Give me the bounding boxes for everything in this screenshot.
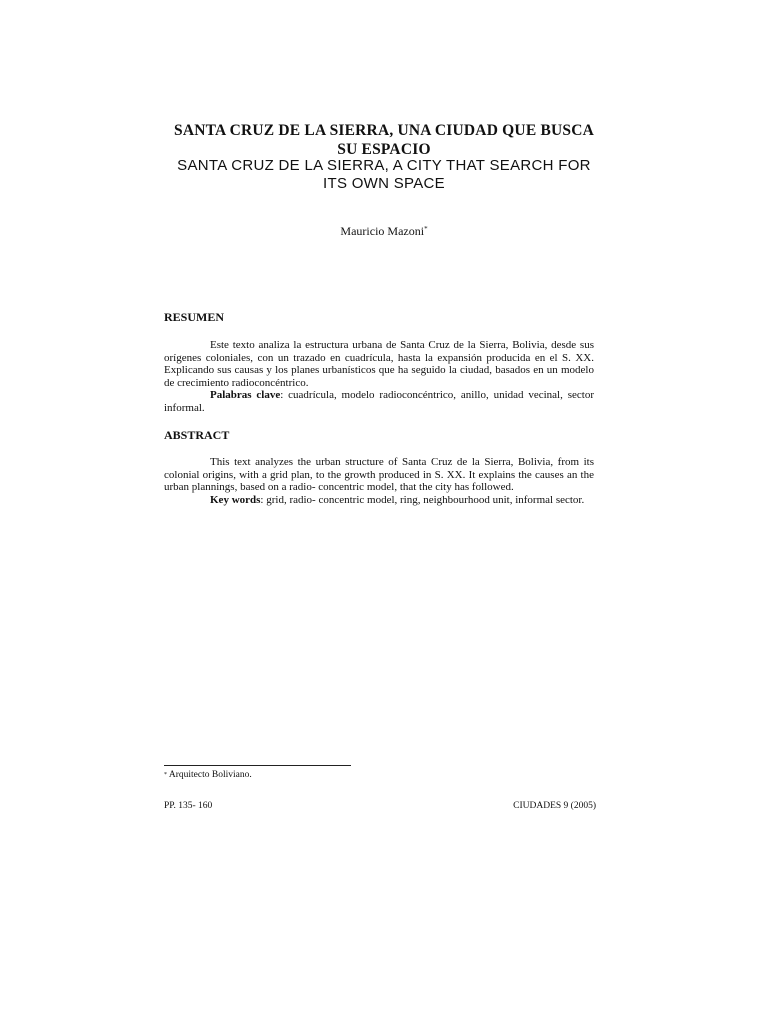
- abstract-keywords-label: Key words: [210, 493, 261, 506]
- resumen-keywords-label: Palabras clave: [210, 389, 281, 402]
- footer-journal: CIUDADES 9 (2005): [513, 801, 596, 811]
- resumen-keywords-text: : cuadrícula, modelo radioconcéntrico, anillo, unidad vecinal, sector informal.: [164, 389, 594, 414]
- footnote: [164, 770, 252, 781]
- title-english: [150, 157, 618, 193]
- abstract-keywords: [164, 494, 594, 507]
- resumen-heading: RESUMEN: [164, 310, 225, 324]
- resumen-keywords: [164, 389, 594, 414]
- title-english-line-1: SANTA CRUZ DE LA SIERRA, A CITY THAT SEARCH FOR: [177, 157, 591, 174]
- title-spanish: [150, 121, 618, 159]
- footer-page-range: PP. 135- 160: [164, 801, 213, 811]
- abstract-keywords-text: : grid, radio- concentric model, ring, neighbourhood unit, informal sector.: [260, 493, 585, 506]
- abstract-section: [164, 456, 594, 506]
- footnote-divider: [164, 765, 351, 766]
- title-english-line-2: ITS OWN SPACE: [323, 175, 445, 192]
- author-name: Mauricio Mazoni: [340, 224, 425, 238]
- abstract-heading: ABSTRACT: [164, 428, 230, 442]
- title-spanish-line-2: SU ESPACIO: [337, 141, 431, 158]
- resumen-body: Este texto analiza la estructura urbana de Santa Cruz de la Sierra, Bolivia, desde sus orígenes coloniales, con un trazado en cuadrícula, hasta la expansión producida en el S. XX. Explicando sus causas y los planes urbanísticos que ha seguido la ciudad, basados en un modelo de crecimiento radioconcéntrico.: [164, 339, 594, 389]
- footnote-text: Arquitecto Boliviano.: [167, 770, 252, 780]
- author-footnote-mark: *: [424, 225, 428, 233]
- author-line: [150, 224, 618, 239]
- abstract-body: This text analyzes the urban structure of Santa Cruz de la Sierra, Bolivia, from its colonial origins, with a grid plan, to the growth produced in S. XX. It explains the causes an the urban plannings, based on a radio- concentric model, that the city has followed.: [164, 456, 594, 494]
- title-spanish-line-1: SANTA CRUZ DE LA SIERRA, UNA CIUDAD QUE BUSCA: [174, 122, 594, 139]
- footnote-mark: *: [164, 772, 167, 778]
- resumen-section: [164, 339, 594, 415]
